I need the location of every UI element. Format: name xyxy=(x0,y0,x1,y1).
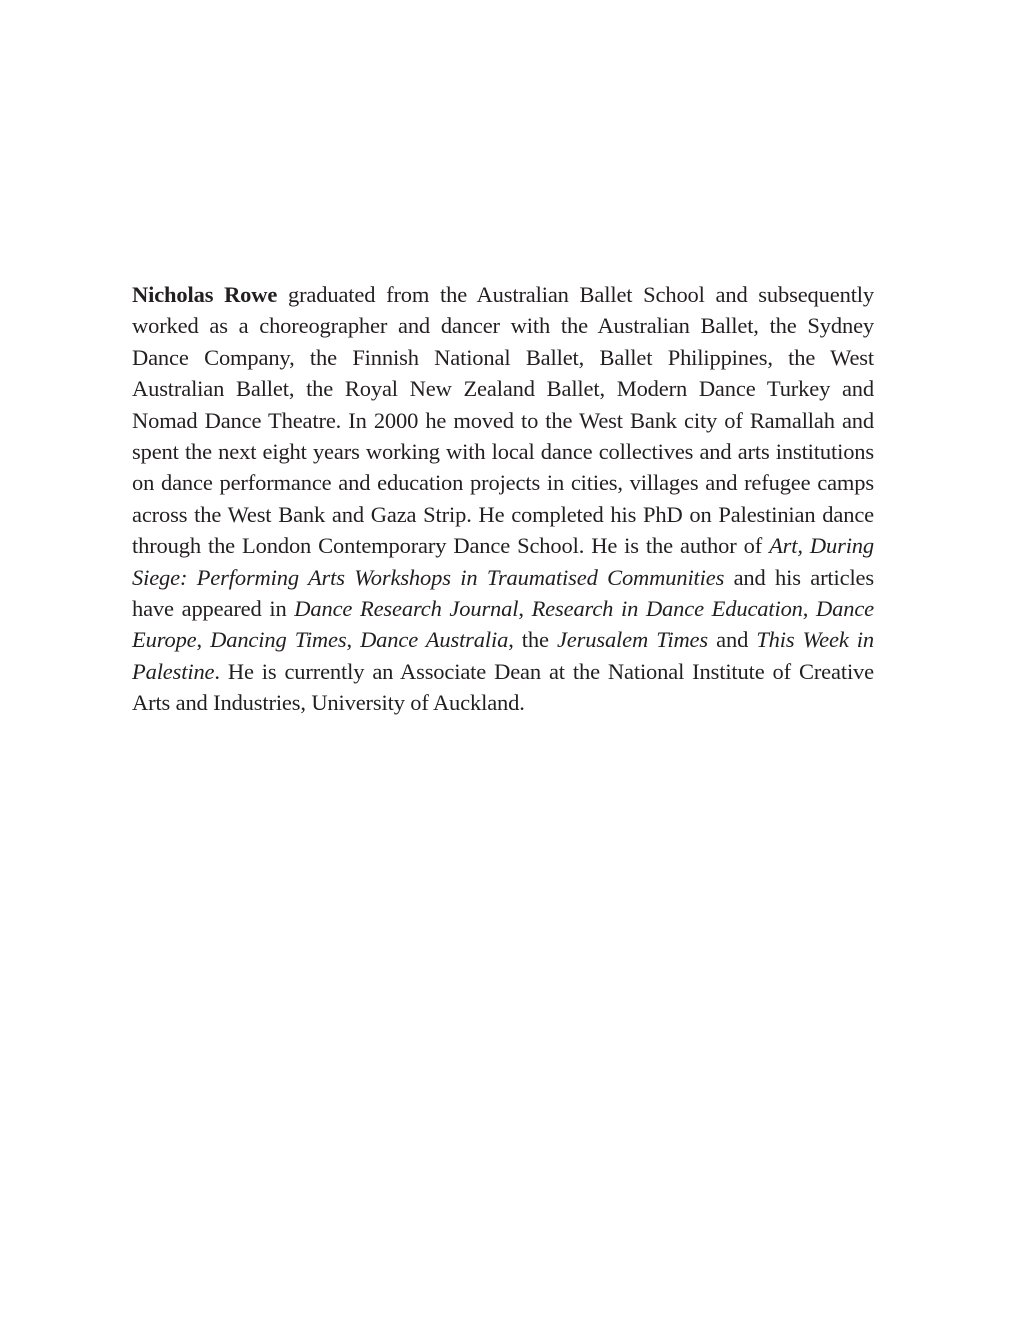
publication-title: Jerusalem Times xyxy=(556,627,708,653)
author-name: Nicholas Rowe xyxy=(132,282,278,307)
separator-text: , xyxy=(196,627,211,653)
publication-title: Dance Australia xyxy=(360,627,509,653)
publication-title: Dance Research Journal xyxy=(294,596,519,622)
separator-text: , the xyxy=(508,627,557,653)
author-bio-paragraph xyxy=(132,279,874,719)
publication-title: Research in Dance Education xyxy=(531,596,803,622)
publication-title: Dancing Times xyxy=(210,627,347,653)
bio-text: graduated from the Australian Ballet School and subsequently worked as a choreographer and dancer with the Australian Ballet, the Sydney Dance Company, the Finnish National Ballet, Ballet Philippines, the West Australian Ballet, the Royal New Zealand Ballet, Modern Dance Turkey and Nomad Dance Theatre. In 2000 he moved to the West Bank city of Ramallah and spent the next eight years working with local dance collectives and arts institutions on dance performance and education projects in cities, villages and refugee camps across the West Bank and Gaza Strip. He completed his PhD on Palestinian dance through the London Contemporary Dance School. He is the author of xyxy=(132,282,874,559)
separator-text: , xyxy=(346,627,361,653)
separator-text: , xyxy=(518,596,532,622)
publication-title: This Week in Palestine xyxy=(132,627,874,684)
book-title: Art, During Siege: Performing Arts Workshops in Traumatised Communities xyxy=(132,533,874,590)
separator-text: , xyxy=(802,596,817,622)
separator-text: and xyxy=(708,627,757,653)
bio-text: . He is currently an Associate Dean at the National Institute of Creative Arts and Industries, University of Auckland. xyxy=(132,658,874,716)
publication-title: Dance Europe xyxy=(132,596,874,653)
bio-text: and his articles have appeared in xyxy=(132,564,874,622)
